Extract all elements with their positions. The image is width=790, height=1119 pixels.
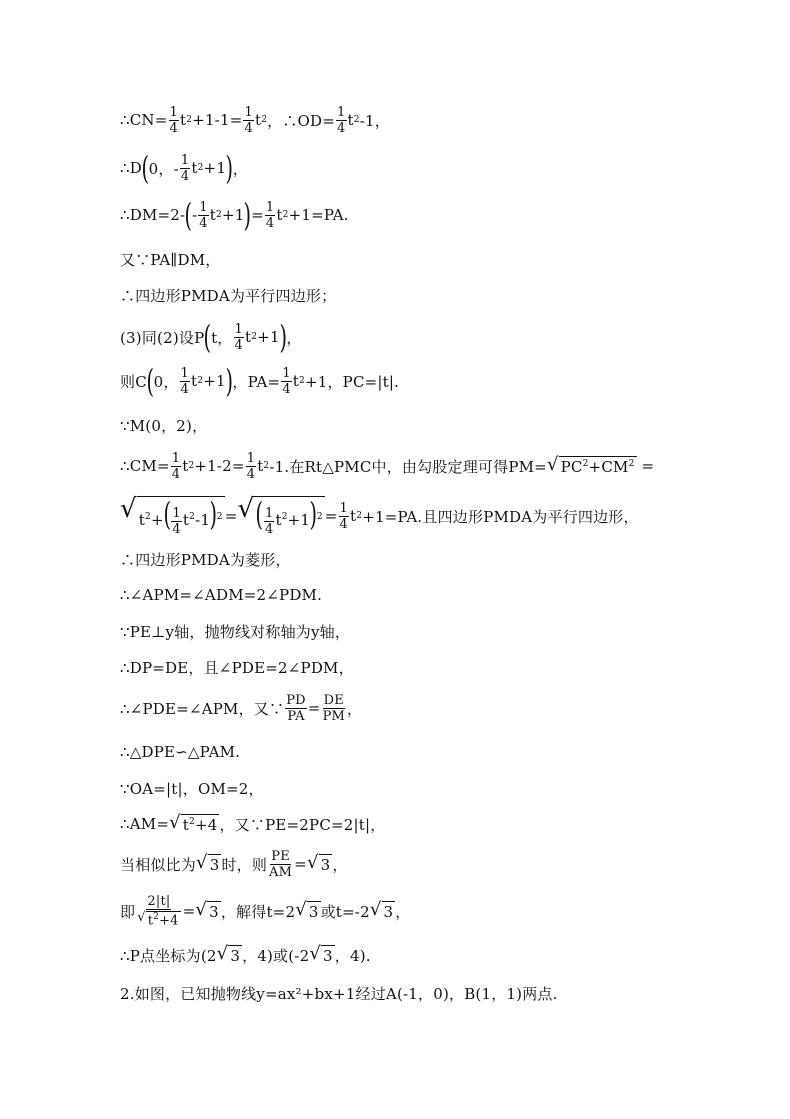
solution-line-19: 当相似比为 √ 3 时，则 $\frac{PE}{AM}$ = √ 3 ， [120,848,348,880]
solution-line-20: 即 2|t| √ $t^2+4$ = √ 3 ，解得t=2 √ 3 或t=-2 √ 3 ， [120,893,411,929]
solution-line-5: ∴四边形PMDA为平行四边形； [120,286,337,305]
solution-line-18: ∴AM= √ $t^2+4$ ，又∵PE=2PC=2|t|， [120,812,386,834]
solution-line-2: ∴D ( 0，- $\frac{1}{4}$ t 2 +1 ) ， [120,149,248,187]
solution-line-14: ∴DP=DE，且∠PDE=2∠PDM， [120,658,354,677]
solution-line-7: 则C ( 0， $\frac{1}{4}$ t 2 +1 ) ，PA= $\frac{1}{4}$ t 2 +1，PC=|t|. [120,362,400,400]
solution-line-21: ∴P点坐标为(2 √ 3 ，4)或(-2 √ 3 ，4). [120,943,371,965]
solution-line-11: ∴四边形PMDA为菱形， [120,550,291,569]
solution-line-17: ∵OA=|t|，OM=2， [120,779,264,798]
solution-line-13: ∵PE⊥y轴，抛物线对称轴为y轴， [120,622,351,641]
solution-line-3: ∴DM=2- ( - $\frac{1}{4}$ t 2 +1 ) = $\frac{1}{4}$ t 2 +1=PA. [120,196,349,234]
solution-line-15: ∴∠PDE=∠APM，又∵ $\frac{PD}{PA}$ = $\frac{DE}{PM}$ ， [120,692,363,724]
solution-line-10: √ $t^2+$( $\frac{1}{4}$ $t^2-1)^2$ = √ ( $\frac{1}{4}$ $t^2+1)^2$ = $\frac{1}{4}$ t 2 +1=PA.且四边形PMDA为平行四边形， [120,494,639,537]
solution-line-12: ∴∠APM=∠ADM=2∠PDM. [120,586,323,604]
solution-line-16: ∴△DPE∽△PAM. [120,743,241,761]
solution-line-9: ∴CM= $\frac{1}{4}$ t 2 +1-2= $\frac{1}{4}$ t 2 -1.在Rt△PMC中，由勾股定理可得PM= √ $PC^2+CM^2$ = [120,450,655,482]
solution-line-4: 又∵PA∥DM， [120,250,221,269]
solution-line-1: ∴CN= $\frac{1}{4}$ t 2 +1-1= $\frac{1}{4}$ t 2 ，∴OD= $\frac{1}{4}$ t 2 -1， [120,104,390,136]
problem-2-statement: 2.如图，已知抛物线y=ax²+bx+1经过A(-1，0)，B(1，1)两点. [120,984,558,1003]
solution-line-6: (3)同(2)设P ( t， $\frac{1}{4}$ t 2 +1 ) ， [120,318,302,356]
solution-line-8: ∵M(0，2)， [120,416,208,435]
